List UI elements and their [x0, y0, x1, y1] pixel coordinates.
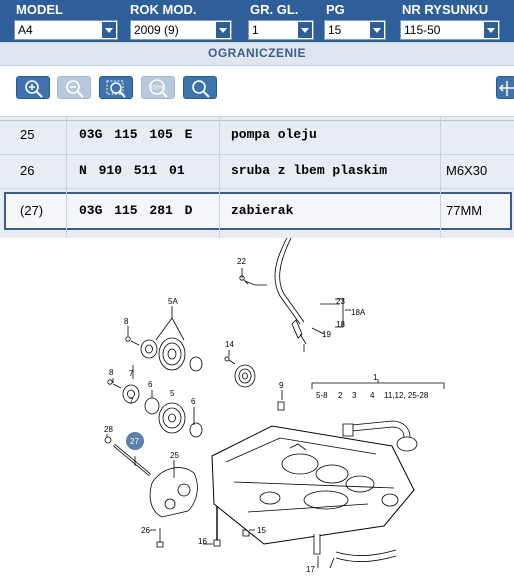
model-select[interactable]	[14, 20, 118, 40]
main-group-value: 1	[252, 23, 259, 37]
table-row[interactable]	[0, 118, 514, 152]
label-26: 26	[141, 526, 150, 535]
label-18: 18	[336, 320, 345, 329]
diagram-canvas	[0, 238, 514, 574]
sub-group-label: PG	[326, 2, 345, 17]
label-28: 28	[104, 425, 113, 434]
year-select[interactable]	[130, 20, 232, 40]
label-27: 27	[130, 437, 139, 446]
label-3: 3	[352, 391, 357, 400]
zoom-area-button[interactable]	[99, 76, 133, 99]
sub-group-select[interactable]	[324, 20, 386, 40]
label-5-8: 5-8	[316, 391, 328, 400]
exploded-parts-diagram	[0, 238, 514, 574]
label-17: 17	[306, 565, 315, 574]
parts-table	[0, 116, 514, 238]
label-8-top: 8	[124, 317, 129, 326]
chevron-down-icon[interactable]	[298, 22, 312, 38]
main-group-select[interactable]	[248, 20, 314, 40]
sub-group-value: 15	[328, 23, 342, 37]
label-6-lower: 6	[191, 397, 196, 406]
zoom-100-button[interactable]	[141, 76, 175, 99]
section-title-bar	[0, 42, 514, 66]
part-number: N 910 511 01	[79, 163, 185, 178]
model-value: A4	[18, 23, 33, 37]
label-19: 19	[322, 330, 331, 339]
drawing-select[interactable]	[400, 20, 500, 40]
zoom-in-button[interactable]	[16, 76, 50, 99]
label-5a: 5A	[168, 297, 178, 306]
zoom-out-icon	[58, 77, 92, 100]
search-button[interactable]	[183, 76, 217, 99]
label-6-top: 6	[148, 380, 153, 389]
label-5: 5	[170, 389, 175, 398]
item-number: 26	[20, 163, 35, 178]
label-8-lower: 8	[109, 368, 114, 377]
search-icon	[184, 77, 218, 100]
row-divider	[0, 116, 514, 117]
part-description: zabierak	[231, 203, 294, 218]
part-note: 77MM	[446, 203, 483, 218]
label-7-lower: 7	[129, 397, 134, 406]
year-label: ROK MOD.	[130, 2, 197, 17]
drawing-value: 115-50	[404, 23, 441, 37]
zoom-100-text: 100%	[149, 85, 165, 92]
part-note: M6X30	[446, 163, 488, 178]
label-18a: 18A	[351, 308, 366, 317]
section-title: OGRANICZENIE	[207, 46, 306, 60]
label-4: 4	[370, 391, 375, 400]
chevron-down-icon[interactable]	[484, 22, 498, 38]
main-group-label: GR. GL.	[250, 2, 299, 17]
zoom-area-icon	[100, 77, 134, 100]
part-description: pompa oleju	[231, 127, 317, 142]
label-9: 9	[279, 381, 284, 390]
zoom-out-button[interactable]	[57, 76, 91, 99]
label-16: 16	[198, 537, 207, 546]
label-1: 1	[373, 373, 378, 382]
part-number: 03G 115 281 D	[79, 203, 193, 218]
item-number: (27)	[20, 203, 44, 218]
chevron-down-icon[interactable]	[216, 22, 230, 38]
label-7-top: 7	[129, 369, 134, 378]
label-2: 2	[338, 391, 343, 400]
label-11-12-25-28: 11,12, 25-28	[384, 391, 429, 400]
label-15: 15	[257, 526, 266, 535]
label-22: 22	[237, 257, 246, 266]
label-25: 25	[170, 451, 179, 460]
label-23: 23	[336, 297, 345, 306]
row-divider	[0, 188, 514, 189]
year-value: 2009 (9)	[134, 23, 179, 37]
filter-bar	[0, 0, 514, 42]
zoom-100-icon	[142, 77, 176, 100]
chevron-down-icon[interactable]	[102, 22, 116, 38]
table-row[interactable]	[0, 194, 514, 228]
chevron-down-icon[interactable]	[370, 22, 384, 38]
drawing-label: NR RYSUNKU	[402, 2, 489, 17]
model-label: MODEL	[16, 2, 63, 17]
split-button[interactable]	[496, 76, 514, 99]
table-row[interactable]	[0, 154, 514, 188]
part-description: sruba z lbem plaskim	[231, 163, 388, 178]
part-number: 03G 115 105 E	[79, 127, 193, 142]
toolbar	[0, 66, 514, 116]
zoom-in-icon	[17, 77, 51, 100]
item-number: 25	[20, 127, 35, 142]
label-14: 14	[225, 340, 234, 349]
split-icon	[497, 77, 514, 100]
